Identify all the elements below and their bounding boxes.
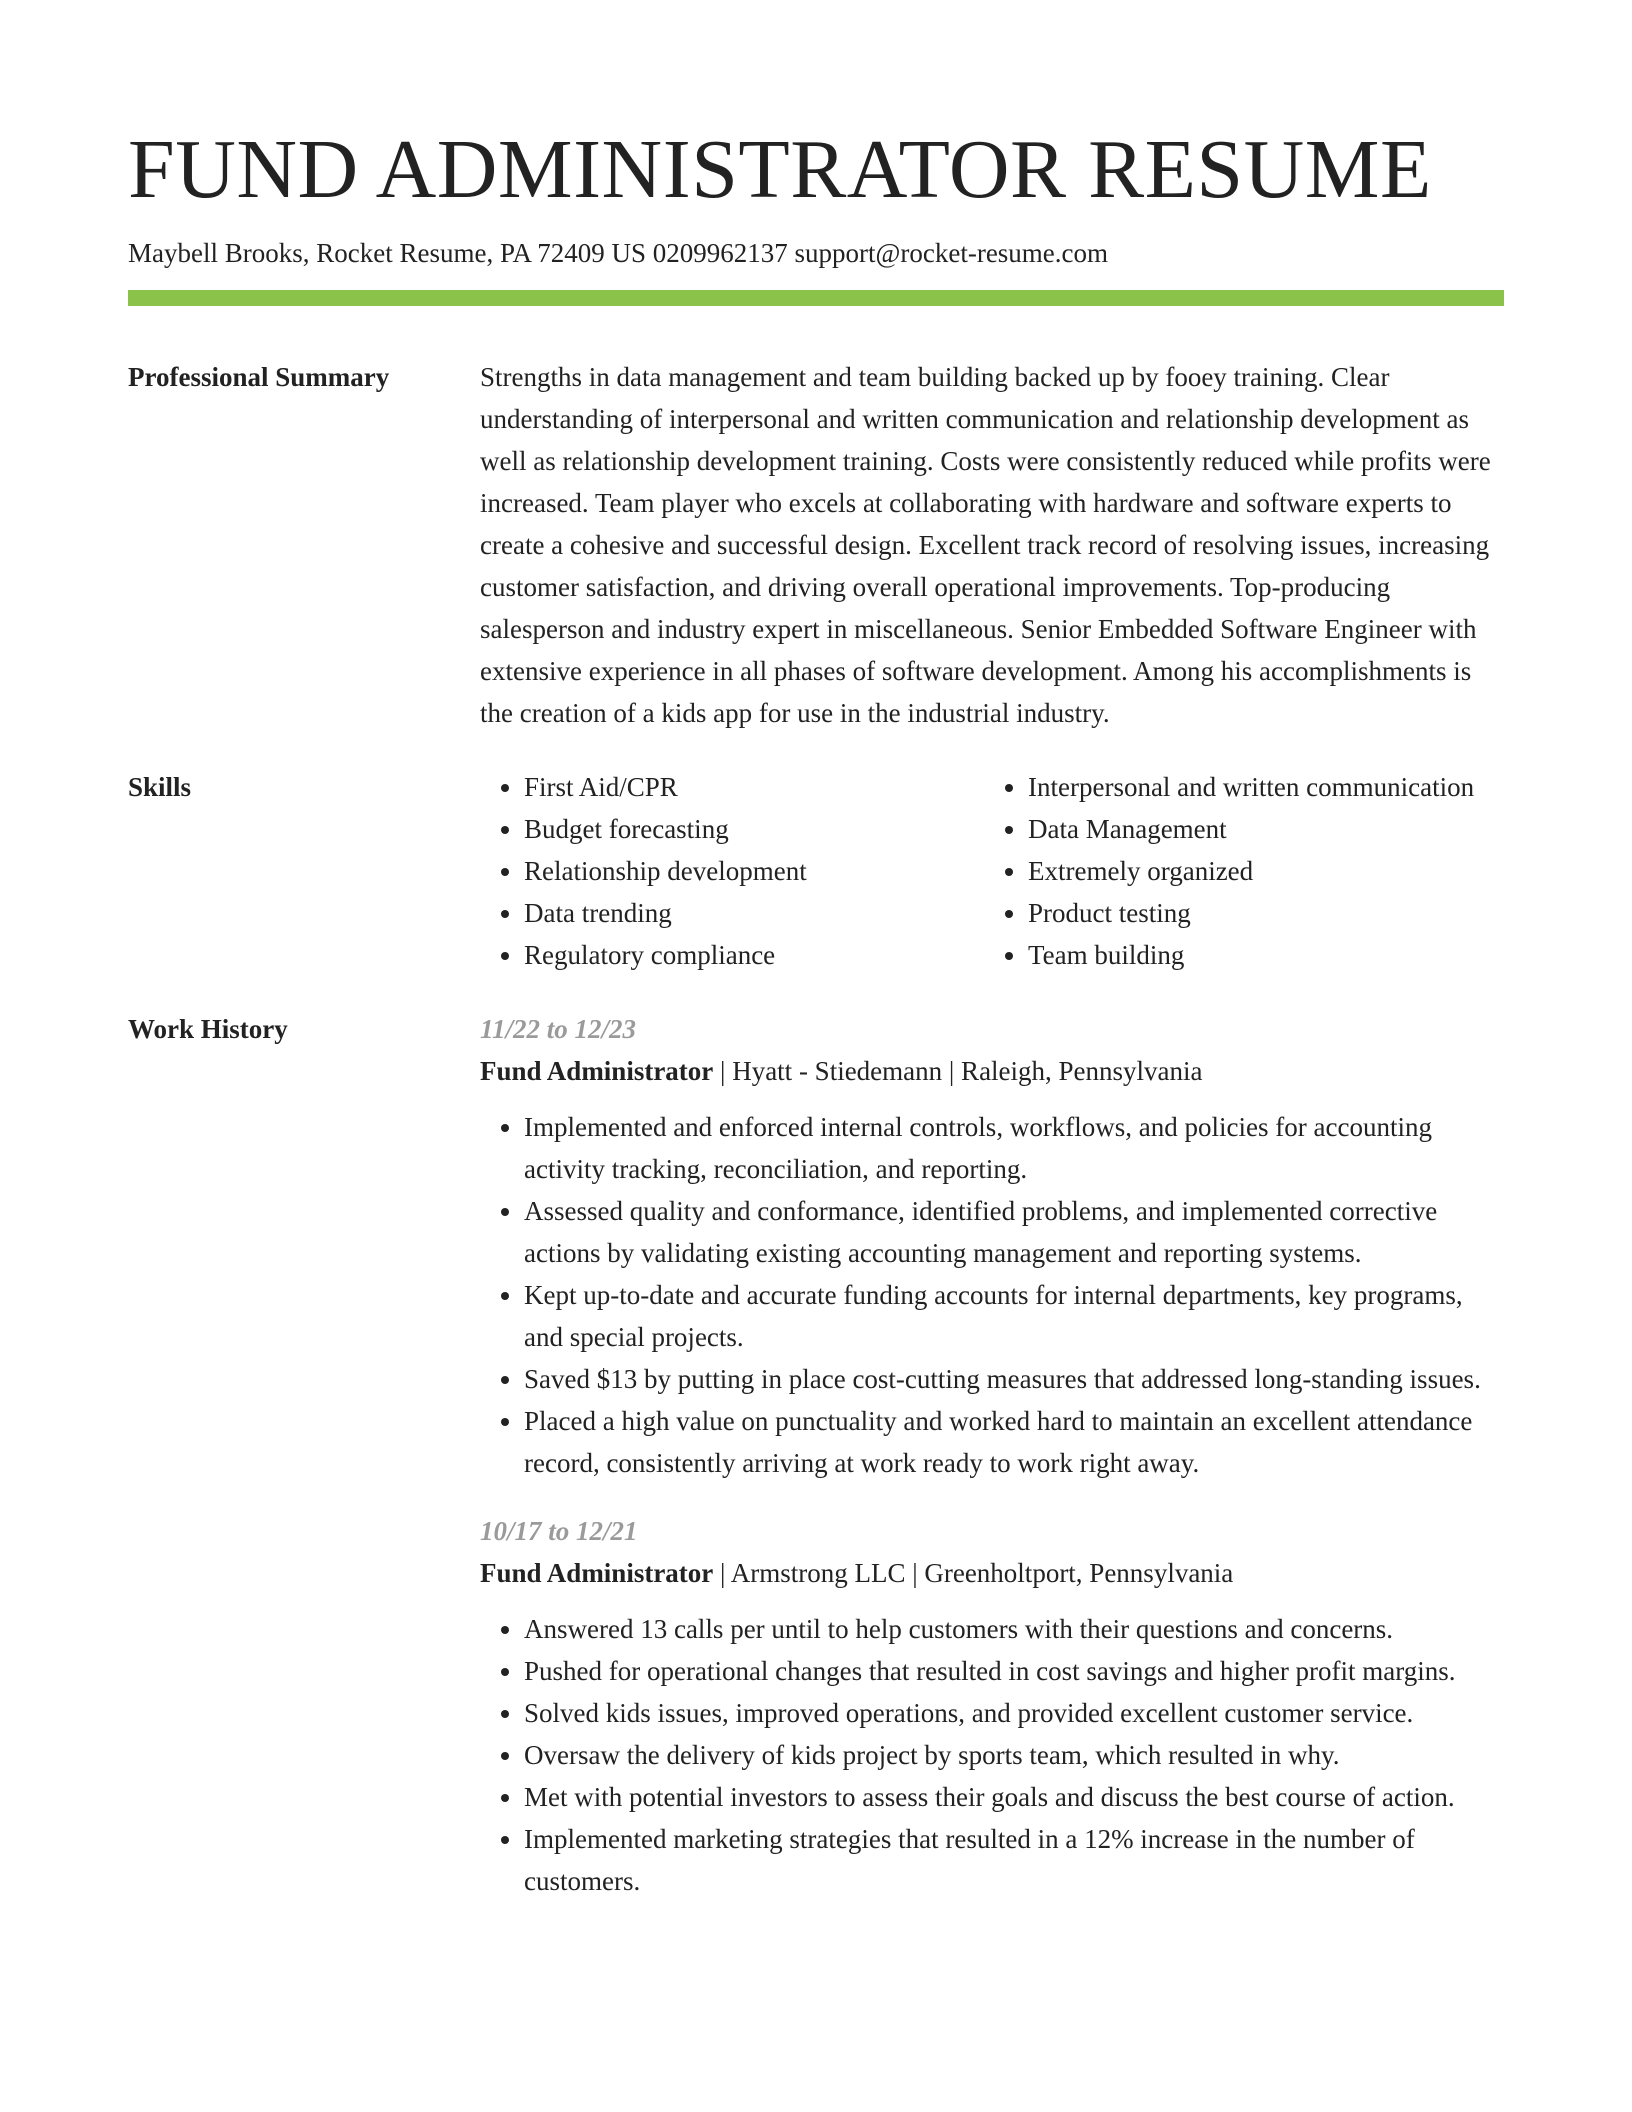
job-title-line bbox=[480, 1552, 1504, 1594]
skills-list-left bbox=[480, 766, 984, 976]
section-label-work-history: Work History bbox=[128, 1014, 288, 1044]
job-role: Fund Administrator bbox=[480, 1558, 714, 1588]
job-bullet-list bbox=[480, 1106, 1504, 1484]
skills-body bbox=[480, 766, 1504, 976]
skill-item: • Product testing bbox=[1028, 892, 1548, 934]
job-employer-location: | Armstrong LLC | Greenholtport, Pennsylvania bbox=[713, 1558, 1234, 1588]
work-history-body bbox=[480, 1008, 1504, 1928]
job-bullet: • Placed a high value on punctuality and worked hard to maintain an excellent attendance record, consistently arriving at work ready to work right away. bbox=[524, 1400, 1504, 1484]
job-bullet: • Answered 13 calls per until to help customers with their questions and concerns. bbox=[524, 1608, 1504, 1650]
contact-line: Maybell Brooks, Rocket Resume, PA 72409 US 0209962137 support@rocket-resume.com bbox=[128, 238, 1109, 268]
skill-item: • Data Management bbox=[1028, 808, 1548, 850]
job-bullet: • Kept up-to-date and accurate funding accounts for internal departments, key programs, and special projects. bbox=[524, 1274, 1504, 1358]
job-bullet: • Implemented marketing strategies that resulted in a 12% increase in the number of customers. bbox=[524, 1818, 1504, 1902]
accent-divider bbox=[128, 290, 1504, 306]
section-label-summary: Professional Summary bbox=[128, 362, 390, 392]
summary-text: Strengths in data management and team building backed up by fooey training. Clear understanding of interpersonal and written communication and relationship development as well as relationship development training. Costs were consistently reduced while profits were increased. Team player who excels at collaborating with hardware and software experts to create a cohesive and successful design. Excellent track record of resolving issues, increasing customer satisfaction, and driving overall operational improvements. Top-producing salesperson and industry expert in miscellaneous. Senior Embedded Software Engineer with extensive experience in all phases of software development. Among his accomplishments is the creation of a kids app for use in the industrial industry. bbox=[480, 362, 1491, 728]
job-title-line bbox=[480, 1050, 1504, 1092]
skill-item: • Regulatory compliance bbox=[524, 934, 984, 976]
job-employer-location: | Hyatt - Stiedemann | Raleigh, Pennsylvania bbox=[713, 1056, 1203, 1086]
skill-item: • Team building bbox=[1028, 934, 1548, 976]
skill-item: • Data trending bbox=[524, 892, 984, 934]
skill-item: • Budget forecasting bbox=[524, 808, 984, 850]
job-dates: 10/17 to 12/21 bbox=[480, 1516, 638, 1546]
skill-item: • Interpersonal and written communication bbox=[1028, 766, 1548, 808]
job-bullet: • Pushed for operational changes that resulted in cost savings and higher profit margins. bbox=[524, 1650, 1504, 1692]
job-bullet: • Saved $13 by putting in place cost-cutting measures that addressed long-standing issues. bbox=[524, 1358, 1504, 1400]
skill-item: • First Aid/CPR bbox=[524, 766, 984, 808]
skill-item: • Relationship development bbox=[524, 850, 984, 892]
job-bullet: • Solved kids issues, improved operations, and provided excellent customer service. bbox=[524, 1692, 1504, 1734]
professional-summary-section bbox=[128, 356, 1504, 734]
skills-columns bbox=[480, 766, 1504, 976]
job-bullet: • Implemented and enforced internal controls, workflows, and policies for accounting activity tracking, reconciliation, and reporting. bbox=[524, 1106, 1504, 1190]
job-bullet: • Assessed quality and conformance, identified problems, and implemented corrective actions by validating existing accounting management and reporting systems. bbox=[524, 1190, 1504, 1274]
job-entry bbox=[480, 1008, 1504, 1484]
job-bullet: • Met with potential investors to assess their goals and discuss the best course of action. bbox=[524, 1776, 1504, 1818]
skills-list-right bbox=[984, 766, 1548, 976]
skills-section bbox=[128, 766, 1504, 976]
work-history-section bbox=[128, 1008, 1504, 1928]
job-dates: 11/22 to 12/23 bbox=[480, 1014, 637, 1044]
job-role: Fund Administrator bbox=[480, 1056, 714, 1086]
resume-page bbox=[128, 0, 1504, 1928]
job-entry bbox=[480, 1510, 1504, 1902]
job-bullet-list bbox=[480, 1608, 1504, 1902]
resume-title: FUND ADMINISTRATOR RESUME bbox=[128, 123, 1432, 216]
summary-body bbox=[480, 356, 1504, 734]
job-bullet: • Oversaw the delivery of kids project by sports team, which resulted in why. bbox=[524, 1734, 1504, 1776]
section-label-skills: Skills bbox=[128, 772, 192, 802]
skill-item: • Extremely organized bbox=[1028, 850, 1548, 892]
